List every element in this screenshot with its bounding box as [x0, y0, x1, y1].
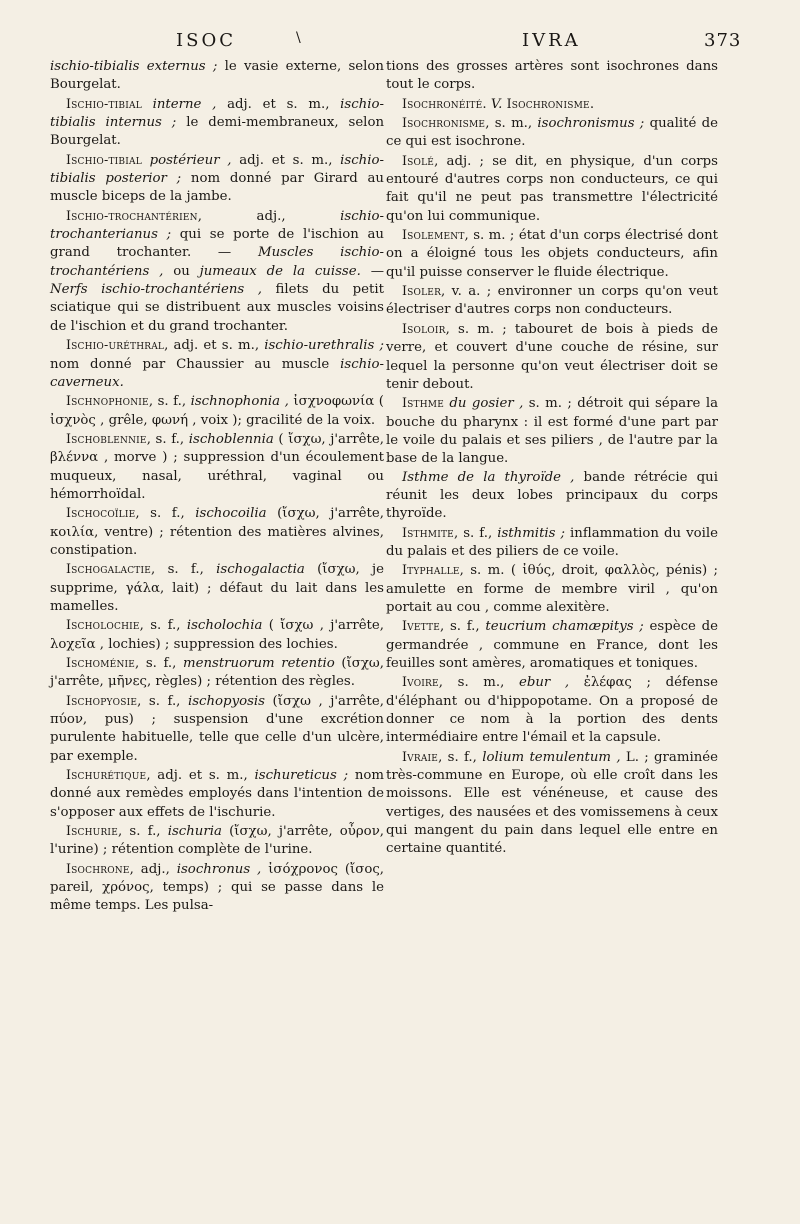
header-center-mark: \	[296, 30, 301, 46]
entry-italic-term: interne ,	[152, 96, 217, 112]
entry-headword: Ischocoïlie	[66, 505, 136, 521]
dictionary-entry	[386, 673, 718, 747]
entry-text: ou	[163, 263, 200, 279]
entry-headword: Isoloir	[402, 320, 446, 336]
running-header	[0, 30, 800, 58]
entry-text: ( ἴσχω, j'arrête, βλέννα , morve ) ; suppression d'un écoulement muqueux, nasal, uréthral, vaginal ou hémorrhoïdal.	[50, 431, 384, 502]
entry-headword: Isolement	[402, 227, 465, 243]
entry-italic-term: ischureticus ;	[254, 768, 349, 784]
page-number: 373	[704, 30, 742, 51]
dictionary-entry	[386, 58, 718, 95]
entry-text: , s. f.,	[146, 431, 189, 447]
entry-text: adj. et s. m.,	[216, 96, 341, 112]
dictionary-entry	[386, 524, 718, 562]
entry-headword: Isoler	[402, 283, 442, 299]
dictionary-entry	[50, 766, 384, 822]
dictionary-entry	[50, 207, 384, 336]
entry-text: , s. m. ; tabouret de bois à pieds de verre, et couvert d'une couche de résine, sur lequel la personne qu'on veut électriser doit se tenir debout.	[386, 321, 718, 392]
entry-italic-term: du gosier ,	[449, 396, 524, 412]
entry-italic-term: ischio-tibialis posterior ;	[50, 152, 384, 187]
entry-text: (ἴσχω, j'arrête, μῆνες, règles) ; rétention des règles.	[50, 656, 384, 690]
dictionary-entry	[386, 617, 718, 673]
entry-text: (ἴσχω, j'arrête, κοιλία, ventre) ; rétention des matières alvines, constipation.	[50, 506, 384, 558]
entry-text: , adj. et s. m.,	[164, 338, 265, 354]
entry-text: —	[360, 263, 384, 279]
entry-italic-term: postérieur ,	[149, 152, 232, 168]
entry-headword: Ischio-tibial	[66, 151, 142, 167]
header-left-word: ISOC	[176, 30, 236, 51]
entry-text: ἐλέφας ; défense d'éléphant ou d'hippopotame. On a proposé de donner ce nom à la portion des dents intermédiaire entre l'émail et la capsule.	[386, 675, 718, 746]
entry-text: ( ἴσχω , j'arrête, λοχεῖα , lochies) ; suppression des lochies.	[50, 618, 384, 652]
dictionary-entry	[50, 430, 384, 504]
entry-text: bande rétrécie qui réunit les deux lobes principaux du corps thyroïde.	[386, 469, 718, 522]
dictionary-entry	[386, 469, 718, 524]
entry-headword: Ischolochie	[66, 617, 140, 633]
entry-text: , s. f.,	[453, 525, 498, 541]
entry-headword: Isochronisme	[402, 115, 486, 131]
entry-text: , s. f.,	[438, 749, 483, 765]
entry-text: .	[482, 96, 491, 112]
dictionary-entry	[50, 504, 384, 560]
entry-italic-term: ischnophonia ,	[190, 394, 289, 410]
dictionary-entry	[50, 560, 384, 616]
header-right-word: IVRA	[522, 30, 581, 51]
entry-text: nom donné aux remèdes employés dans l'intention de s'opposer aux effets de l'ischurie.	[50, 768, 385, 820]
entry-italic-term: ischopyosis	[187, 693, 265, 709]
entry-text: L. ; graminée très-commune en Europe, où elle croît dans les moissons. Elle est vénéneuse, et cause des vertiges, des nausées et des vomissemens à ceux qui mangent du pain dans lequel elle entre en certaine quantité.	[386, 749, 719, 857]
entry-headword: Ischio-uréthral	[66, 337, 165, 353]
entry-text: , s. f.,	[117, 824, 168, 840]
entry-text	[142, 97, 153, 112]
entry-headword: Ischio-trochantérien	[66, 207, 198, 223]
entry-text: (ἴσχω, j'arrête, οὖρον, l'urine) ; rétention complète de l'urine.	[50, 824, 384, 858]
entry-italic-term: jumeaux de la cuisse.	[199, 263, 361, 279]
entry-text: qui se porte de l'ischion au grand trochanter. —	[50, 227, 384, 261]
entry-text: , s. f.,	[151, 562, 217, 578]
entry-text: filets du petit sciatique qui se distribuent aux muscles voisins de l'ischion et du grand trochanter.	[50, 282, 384, 334]
entry-text: nom donné par Chaussier au muscle	[50, 356, 341, 372]
dictionary-entry	[50, 151, 384, 207]
entry-text: , s. m. ( ἰθύς, droit, φαλλὸς, pénis) ; amulette en forme de membre viril , qu'on portait au cou , comme alexitère.	[386, 563, 718, 615]
entry-italic-term: ischogalactia	[216, 562, 305, 578]
entry-headword: Ivraie	[402, 748, 439, 764]
entry-italic-term: ischoblennia	[188, 431, 274, 447]
entry-text: adj. et s. m.,	[231, 152, 341, 168]
entry-headword: Ischnophonie	[66, 393, 149, 409]
entry-text: (ἴσχω, je supprime, γάλα, lait) ; défaut du lait dans les mamelles.	[50, 562, 384, 614]
entry-text: le demi-membraneux, selon Bourgelat.	[50, 115, 385, 149]
entry-text: , adj. ; se dit, en physique, d'un corps entouré d'autres corps non conducteurs, ce qui fait qu'il ne peut pas transmettre l'électricité qu'on lui communique.	[386, 153, 718, 224]
entry-text: le vasie externe, selon Bourgelat.	[50, 59, 384, 93]
entry-text: , adj.,	[129, 861, 177, 877]
entry-text: s. m. ; détroit qui sépare la bouche du pharynx : il est formé d'une part par le voile du palais et ses piliers , de l'autre par la base de la langue.	[386, 396, 718, 467]
dictionary-entry	[386, 282, 718, 320]
dictionary-entry	[50, 616, 384, 654]
entry-text: qualité de ce qui est isochrone.	[386, 116, 718, 150]
entry-italic-term: ischio-caverneux.	[50, 356, 384, 390]
entry-italic-term: lolium temulentum ,	[482, 749, 621, 765]
dictionary-entry	[386, 320, 718, 394]
entry-italic-term: isochronus ,	[176, 861, 262, 877]
entry-italic-term: menstruorum retentio	[182, 656, 335, 671]
dictionary-entry	[50, 822, 384, 860]
entry-headword: Ischogalactie	[66, 561, 152, 577]
dictionary-entry	[386, 95, 718, 114]
entry-italic-term: isochronismus ;	[537, 116, 645, 132]
entry-italic-term: ebur ,	[518, 675, 570, 691]
entry-headword: Ischoblennie	[66, 430, 147, 446]
dictionary-entry	[386, 394, 718, 468]
entry-headword: Isthmite	[402, 524, 454, 540]
entry-headword: Ischurie	[66, 823, 118, 839]
entry-headword: Isolé	[402, 152, 435, 168]
entry-text: , v. a. ; environner un corps qu'on veut électriser d'autres corps non conducteurs.	[386, 284, 718, 318]
entry-italic-term: Nerfs ischio-trochantériens ,	[50, 282, 262, 298]
entry-text: , s. f.,	[135, 506, 196, 522]
entry-italic-term: ischio-tibialis internus ;	[50, 96, 384, 131]
right-column	[386, 58, 718, 859]
entry-headword: Isthme	[402, 395, 444, 411]
entry-italic-term: ischolochia	[186, 618, 263, 634]
left-column	[50, 58, 384, 916]
entry-text: , s. m.,	[485, 116, 538, 132]
dictionary-entry	[50, 95, 384, 151]
entry-text: ἰσόχρονος (ἴσος, pareil, χρόνος, temps) ; qui se passe dans le même temps. Les pulsa-	[50, 861, 384, 914]
entry-text: , s. f.,	[440, 619, 486, 635]
entry-text: nom donné par Girard au muscle biceps de la jambe.	[50, 171, 384, 205]
entry-text: , s. f.,	[148, 394, 191, 410]
dictionary-entry	[50, 692, 384, 766]
entry-headword: Isochronéité	[402, 95, 483, 111]
dictionary-entry	[50, 336, 384, 392]
entry-text: tions des grosses artères sont isochrones dans tout le corps.	[386, 59, 718, 93]
entry-text: espèce de germandrée , commune en France, dont les feuilles sont amères, aromatiques et toniques.	[386, 619, 718, 671]
entry-text: , s. f.,	[139, 618, 187, 634]
dictionary-entry	[50, 860, 384, 916]
entry-text: .	[589, 96, 595, 112]
entry-italic-term: ischio-tibialis externus ;	[50, 59, 218, 74]
entry-italic-term: Isthme de la thyroïde ,	[402, 469, 575, 485]
entry-headword: Isochronisme	[506, 95, 590, 111]
entry-text: , s. f.,	[135, 656, 183, 671]
entry-text: , s. m.,	[438, 675, 519, 691]
entry-headword: Ivoire	[402, 674, 439, 690]
entry-headword: Ischopyosie	[66, 692, 138, 708]
dictionary-entry	[50, 654, 384, 692]
entry-text: , adj.,	[197, 208, 341, 224]
entry-italic-term: ischuria	[167, 824, 222, 840]
entry-text: , s. m. ; état d'un corps électrisé dont on a éloigné tous les objets conducteurs, afin qu'il puisse conserver le fluide électrique.	[386, 228, 718, 280]
dictionary-entry	[386, 561, 718, 617]
entry-text: , s. f.,	[137, 693, 188, 709]
entry-text: (ἴσχω , j'arrête, πύον, pus) ; suspension d'une excrétion purulente habituelle, telle que celle d'un ulcère, par exemple.	[50, 693, 384, 764]
entry-italic-term: ischocoilia	[195, 506, 267, 522]
entry-italic-term: Muscles ischio-trochantériens ,	[50, 245, 384, 279]
entry-text: inflammation du voile du palais et des piliers de ce voile.	[386, 525, 718, 559]
entry-italic-term: ischio-urethralis ;	[264, 338, 384, 354]
entry-headword: Ityphalle	[402, 562, 460, 578]
entry-italic-term: teucrium chamæpitys ;	[485, 619, 644, 635]
dictionary-entry	[50, 58, 384, 95]
entry-headword: Ischurétique	[66, 767, 147, 783]
entry-text	[142, 153, 150, 168]
entry-headword: Ischio-tibial	[66, 95, 142, 111]
dictionary-entry	[386, 114, 718, 152]
entry-headword: Ivette	[402, 618, 440, 634]
entry-text: , adj. et s. m.,	[146, 768, 255, 784]
entry-italic-term: isthmitis ;	[497, 525, 565, 541]
entry-headword: Ischoménie	[66, 655, 136, 670]
dictionary-entry	[386, 226, 718, 282]
entry-italic-term: ischio-trochanterianus ;	[50, 208, 384, 243]
dictionary-entry	[50, 392, 384, 430]
dictionary-entry	[386, 748, 718, 859]
dictionary-entry	[386, 152, 718, 226]
entry-italic-term: V.	[490, 96, 503, 112]
entry-headword: Isochrone	[66, 860, 130, 876]
entry-text: ἰσχνοφωνία ( ἰσχνὸς , grêle, φωνή , voix ); gracilité de la voix.	[50, 394, 384, 428]
